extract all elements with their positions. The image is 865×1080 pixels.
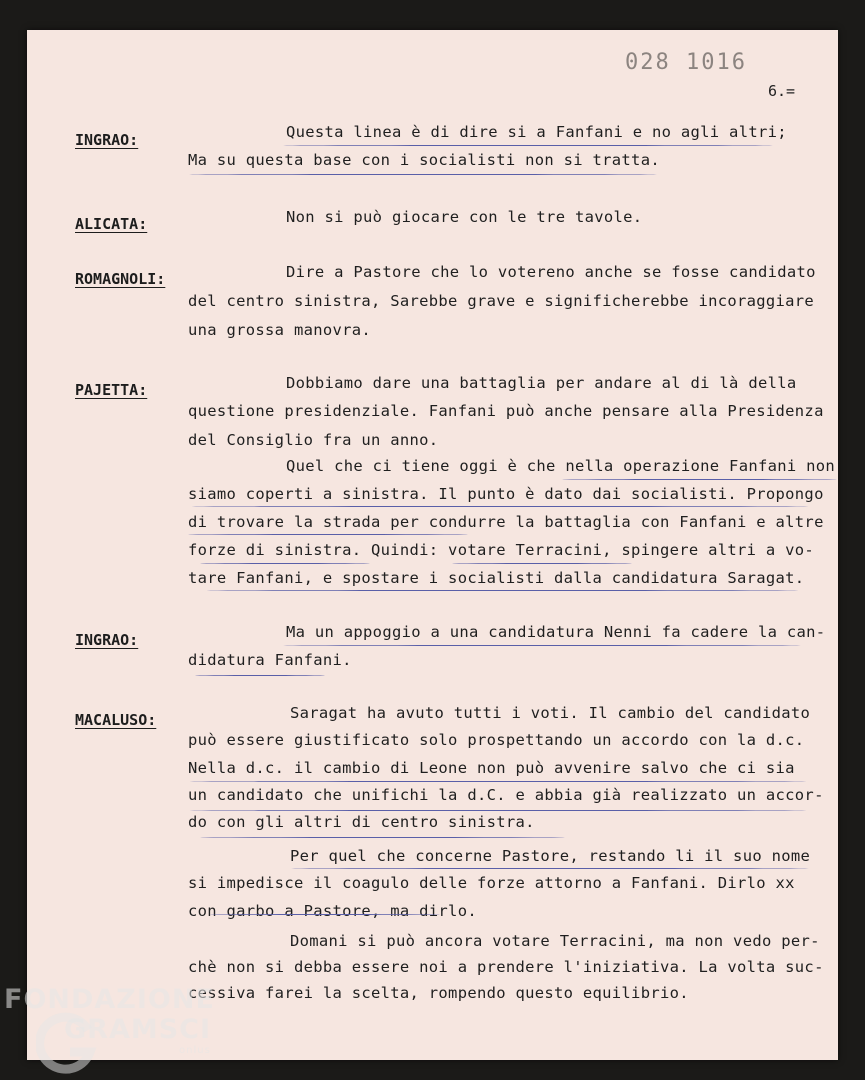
text-line: Quel che ci tiene oggi è che nella operazione Fanfani non (286, 457, 836, 475)
text-line: con garbo a Pastore, ma dirlo. (188, 902, 477, 920)
watermark-line-3: onlus (179, 1045, 211, 1056)
text-line: cessiva farei la scelta, rompendo questo equilibrio. (188, 984, 689, 1002)
text-line: chè non si debba essere noi a prendere l'iniziativa. La volta suc- (188, 958, 824, 976)
speaker-label: MACALUSO: (75, 711, 157, 729)
pen-underline (188, 810, 808, 811)
text-line: Questa linea è di dire si a Fanfani e no agli altri; (286, 123, 787, 141)
text-line: tare Fanfani, e spostare i socialisti dalla candidatura Saragat. (188, 569, 805, 587)
watermark (4, 985, 215, 1057)
page-number: 6.= (768, 82, 796, 100)
text-line: Ma un appoggio a una candidatura Nenni fa cadere la can- (286, 623, 826, 641)
text-line: può essere giustificato solo prospettando un accordo con la d.c. (188, 731, 805, 749)
text-line: Dire a Pastore che lo votereno anche se fosse candidato (286, 263, 816, 281)
speaker-label: PAJETTA: (75, 381, 148, 399)
text-line: didatura Fanfani. (188, 651, 352, 669)
pen-underline (562, 479, 837, 480)
pen-underline (200, 837, 565, 838)
text-line: Per quel che concerne Pastore, restando li il suo nome (290, 847, 811, 865)
speaker-label: ROMAGNOLI: (75, 270, 166, 288)
pen-underline (452, 563, 632, 564)
watermark-line-1: FONDAZIONE (4, 984, 215, 1015)
archive-number: 028 1016 (625, 50, 747, 75)
text-line: si impedisce il coagulo delle forze attorno a Fanfani. Dirlo xx (188, 874, 795, 892)
pen-underline (205, 590, 800, 591)
text-line: do con gli altri di centro sinistra. (188, 813, 535, 831)
text-line: un candidato che unifichi la d.C. e abbia già realizzato un accor- (188, 786, 824, 804)
text-line: del Consiglio fra un anno. (188, 431, 439, 449)
text-line: di trovare la strada per condurre la battaglia con Fanfani e altre (188, 513, 824, 531)
pen-underline (188, 781, 808, 782)
text-line: Saragat ha avuto tutti i voti. Il cambio del candidato (290, 704, 811, 722)
text-line: forze di sinistra. Quindi: votare Terracini, spingere altri a vo- (188, 541, 815, 559)
text-line: Ma su questa base con i socialisti non si tratta. (188, 151, 660, 169)
pen-underline (195, 675, 325, 676)
pen-underline (290, 868, 810, 869)
text-line: Nella d.c. il cambio di Leone non può avvenire salvo che ci sia (188, 759, 795, 777)
pen-underline (210, 914, 440, 915)
text-line: questione presidenziale. Fanfani può anche pensare alla Presidenza (188, 402, 824, 420)
watermark-line-2: GRAMSCI (64, 1014, 212, 1045)
speaker-label: INGRAO: (75, 631, 139, 649)
text-line: siamo coperti a sinistra. Il punto è dato dai socialisti. Propongo (188, 485, 824, 503)
pen-underline (282, 645, 802, 646)
pen-underline (200, 563, 370, 564)
pen-underline (188, 534, 468, 535)
text-line: del centro sinistra, Sarebbe grave e significherebbe incoraggiare (188, 292, 815, 310)
text-line: una grossa manovra. (188, 321, 372, 339)
pen-underline (190, 506, 810, 507)
text-line: Dobbiamo dare una battaglia per andare al di là della (286, 374, 797, 392)
text-line: Domani si può ancora votare Terracini, ma non vedo per- (290, 932, 820, 950)
speaker-label: ALICATA: (75, 215, 148, 233)
speaker-label: INGRAO: (75, 131, 139, 149)
text-line: Non si può giocare con le tre tavole. (286, 208, 643, 226)
pen-underline (282, 145, 774, 146)
